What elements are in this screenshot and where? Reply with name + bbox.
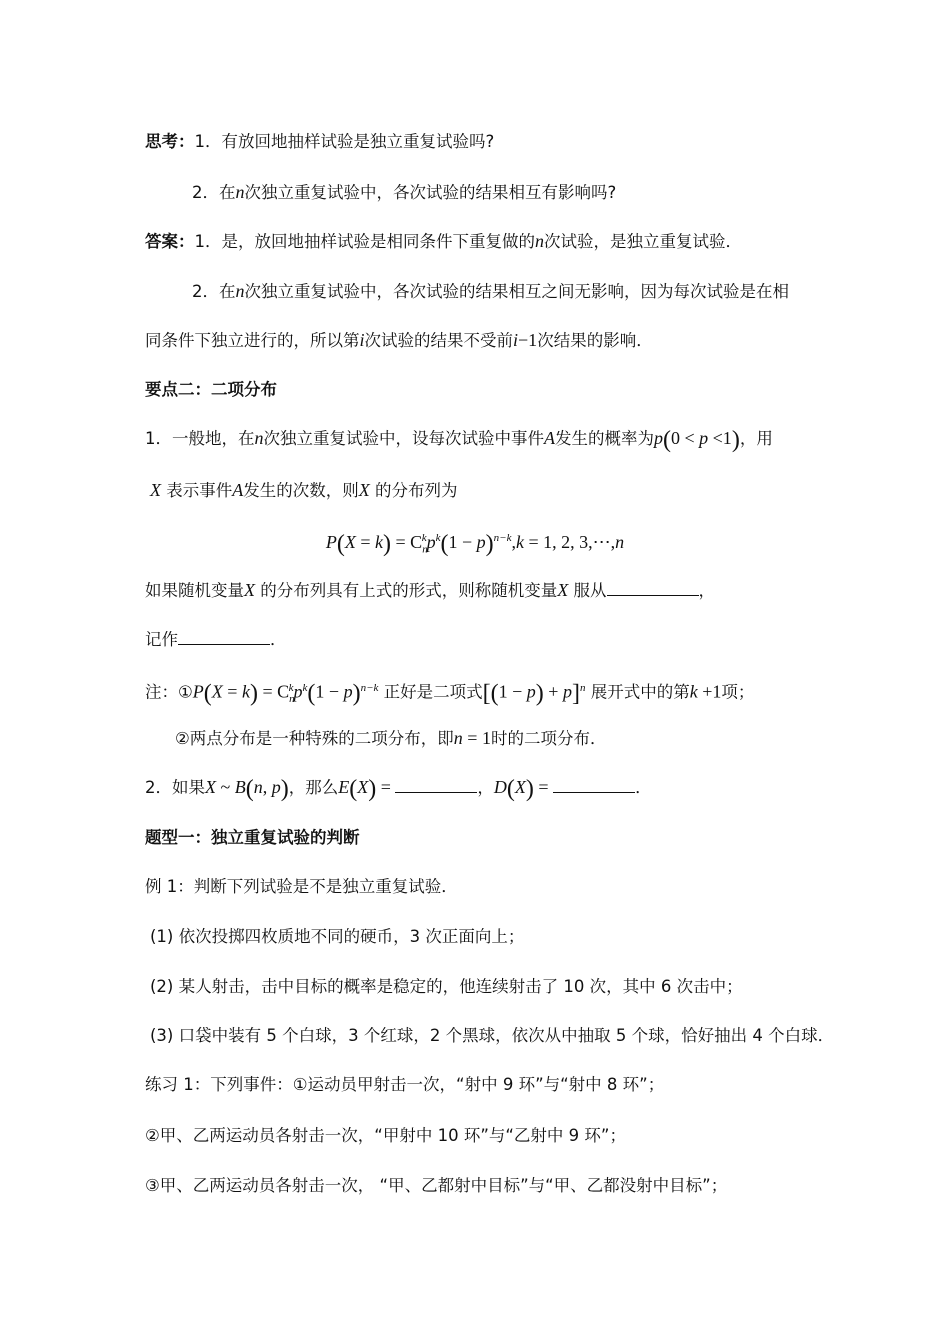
binomial-p5-comma: ， bbox=[477, 778, 494, 797]
binomial-p3-post: ， bbox=[698, 581, 715, 600]
binomial-line-2: X 表示事件A发生的次数，则X 的分布列为 bbox=[150, 480, 458, 500]
example-item-3: (3) 口袋中装有 5 个白球，3 个红球，2 个黑球，依次从中抽取 5 个球，恰好抽出 4 个白球． bbox=[150, 1026, 835, 1045]
note-line-2: ②两点分布是一种特殊的二项分布，即n = 1时的二项分布． bbox=[175, 728, 607, 748]
binomial-p1-mid1: 次独立重复试验中，设每次试验中事件 bbox=[263, 429, 544, 448]
note-mid: 正好是二项式 bbox=[383, 682, 483, 702]
example-item-1: (1) 依次投掷四枚质地不同的硬币，3 次正面向上； bbox=[150, 927, 525, 946]
note-line-1: 注：①P(X = $k) = C_n^kp^k(1 - p)^{n-k}$ 正好是二项式$[(1 - p) + p]^n$ 展开式中的第k +1项； bbox=[145, 680, 755, 707]
practice-item-3: ③甲、乙两运动员各射击一次， “甲、乙都射中目标”与“甲、乙都没射中目标”； bbox=[145, 1176, 728, 1195]
think-line-2: 2．在n次独立重复试验中，各次试验的结果相互有影响吗? bbox=[192, 182, 617, 202]
binomial-line-3: 如果随机变量X 的分布列具有上式的形式，则称随机变量X 服从 ， bbox=[145, 580, 715, 600]
think-q2-post: 次独立重复试验中，各次试验的结果相互有影响吗? bbox=[244, 183, 617, 202]
example-item-2: (2) 某人射击，击中目标的概率是稳定的，他连续射击了 10 次，其中 6 次击中； bbox=[150, 977, 743, 996]
answer-label: 答案： bbox=[145, 232, 195, 251]
answer-a3-post: 次结果的影响． bbox=[537, 331, 653, 350]
binomial-p5-pre: 2．如果 bbox=[145, 778, 205, 797]
binomial-p1-post: ，用 bbox=[739, 429, 773, 448]
blank-notation[interactable] bbox=[178, 628, 270, 645]
answer-line-2: 2．在n次独立重复试验中，各次试验的结果相互之间无影响，因为每次试验是在相 bbox=[192, 281, 789, 301]
binomial-p5-mid: ，那么 bbox=[288, 778, 339, 797]
note2-pre: ②两点分布是一种特殊的二项分布，即 bbox=[175, 729, 454, 748]
binomial-p3-pre: 如果随机变量 bbox=[145, 581, 244, 600]
think-line-1 bbox=[145, 130, 820, 154]
answer-a2-pre: 2．在 bbox=[192, 282, 236, 301]
binomial-line-4 bbox=[145, 628, 820, 652]
binomial-line-5: 2．如果X ~ B(n, p)，那么E(X) = ，D(X) = ． bbox=[145, 776, 652, 802]
blank-expectation[interactable] bbox=[395, 776, 477, 793]
binomial-p3-mid1: 的分布列具有上式的形式，则称随机变量 bbox=[260, 581, 558, 600]
practice-1: 练习 1：下列事件：①运动员甲射击一次，“射中 9 环”与“射中 8 环”； bbox=[145, 1075, 665, 1094]
binomial-p3-mid2: 服从 bbox=[573, 581, 607, 600]
binomial-p1-pre: 1．一般地，在 bbox=[145, 429, 255, 448]
binomial-p2-mid1: 表示事件 bbox=[166, 481, 233, 500]
answer-a1-pre: 1．是，放回地抽样试验是相同条件下重复做的 bbox=[194, 232, 535, 251]
binomial-p5-post: ． bbox=[635, 778, 652, 797]
note-mid2: 展开式中的第 bbox=[590, 682, 690, 702]
note2-post: 时的二项分布． bbox=[490, 729, 607, 748]
blank-variance[interactable] bbox=[553, 776, 635, 793]
binomial-p4-pre: 记作 bbox=[145, 630, 178, 649]
binomial-line-1: 1．一般地，在n次独立重复试验中，设每次试验中事件A发生的概率为p(0 < p <1)，用 bbox=[145, 427, 773, 453]
binomial-p1-mid2: 发生的概率为 bbox=[555, 429, 654, 448]
binomial-p2-post: 的分布列为 bbox=[375, 481, 458, 500]
think-q2-pre: 2．在 bbox=[192, 183, 236, 202]
answer-a2-post: 次独立重复试验中，各次试验的结果相互之间无影响，因为每次试验是在相 bbox=[244, 282, 789, 301]
answer-a3-pre: 同条件下独立进行的，所以第 bbox=[145, 331, 360, 350]
blank-distribution[interactable] bbox=[607, 579, 699, 596]
answer-a3-mid: 次试验的结果不受前 bbox=[364, 331, 514, 350]
note-pre: 注：① bbox=[145, 682, 193, 702]
section-title-binomial: 要点二：二项分布 bbox=[145, 380, 277, 399]
answer-a1-post: 次试验，是独立重复试验． bbox=[544, 232, 742, 251]
section-title-type1: 题型一：独立重复试验的判断 bbox=[145, 828, 360, 847]
binomial-formula: $P(X = k) = C_n^kp^k(1 - p)^{n-k},k = 1$, 2, 3,⋯,n bbox=[325, 531, 625, 557]
binomial-p4-post: ． bbox=[270, 630, 287, 649]
answer-line-1: 答案：1．是，放回地抽样试验是相同条件下重复做的n次试验，是独立重复试验． bbox=[145, 231, 742, 251]
note-post: 项； bbox=[721, 682, 755, 702]
think-q1: 1．有放回地抽样试验是独立重复试验吗? bbox=[194, 132, 495, 151]
example-1: 例 1：判断下列试验是不是独立重复试验． bbox=[145, 877, 458, 896]
think-label: 思考： bbox=[145, 132, 195, 151]
practice-item-2: ②甲、乙两运动员各射击一次，“甲射中 10 环”与“乙射中 9 环”； bbox=[145, 1126, 626, 1145]
binomial-p2-mid2: 发生的次数，则 bbox=[243, 481, 359, 500]
answer-line-3: 同条件下独立进行的，所以第i次试验的结果不受前i−1次结果的影响． bbox=[145, 330, 653, 350]
